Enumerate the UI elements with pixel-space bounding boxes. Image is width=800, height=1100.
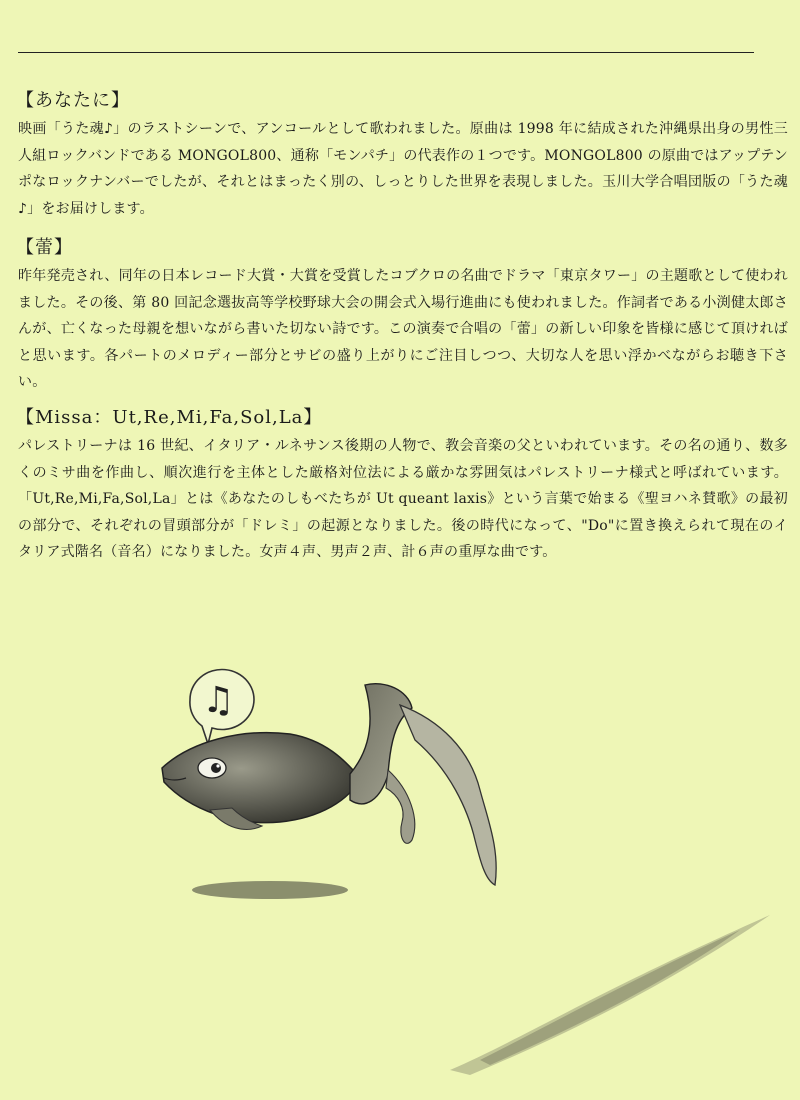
section-heading: 【蕾】	[16, 237, 73, 258]
music-note-icon: ♫	[202, 680, 235, 721]
section-body: 昨年発売され、同年の日本レコード大賞・大賞を受賞したコブクロの名曲でドラマ「東京タワー」の主題歌として使われました。その後、第 80 回記念選抜高等学校野球大会の開会式入場行進曲にも使われました。作詞者である小渕健太郎さんが、亡くなった母親を想いながら書いた切ない詩です。この演奏で合唱の「蕾」の新しい印象を皆様に感じて頂ければと思います。各パートのメロディー部分とサビの盛り上がりにご注目しつつ、大切な人を思い浮かべながらお聴き下さい。	[18, 268, 788, 390]
decorative-smear	[440, 900, 780, 1080]
section-body: 映画「うた魂♪」のラストシーンで、アンコールとして歌われました。原曲は 1998 年に結成された沖縄県出身の男性三人組ロックバンドである MONGOL800、通称「モンパチ」の代表作の１つです。MONGOL800 の原曲ではアップテンポなロックナンバーでしたが、それとはまったく別の、しっとりした世界を表現しました。玉川大学合唱団版の「うた魂♪」をお届けします。	[18, 121, 788, 217]
section-missa	[18, 403, 788, 566]
fish-illustration	[150, 650, 530, 910]
top-divider	[18, 52, 754, 53]
speech-bubble	[190, 670, 254, 744]
fish-shadow	[192, 881, 348, 899]
section-heading: 【Missa：Ut,Re,Mi,Fa,Sol,La】	[16, 407, 323, 428]
section-body: パレストリーナは 16 世紀、イタリア・ルネサンス後期の人物で、教会音楽の父といわれています。その名の通り、数多くのミサ曲を作曲し、順次進行を主体とした厳格対位法による厳かな雰囲気はパレストリーナ様式と呼ばれています。「Ut,Re,Mi,Fa,Sol,La」とは《あなたのしもべたちが Ut queant laxis》という言葉で始まる《聖ヨハネ賛歌》の最初の部分で、それぞれの冒頭部分が「ドレミ」の起源となりました。後の時代になって、"Do"に置き換えられて現在のイタリア式階名（音名）になりました。女声４声、男声２声、計６声の重厚な曲です。	[18, 438, 788, 560]
section-anatani	[18, 86, 788, 222]
section-tsubomi	[18, 233, 788, 396]
section-heading: 【あなたに】	[16, 90, 130, 111]
